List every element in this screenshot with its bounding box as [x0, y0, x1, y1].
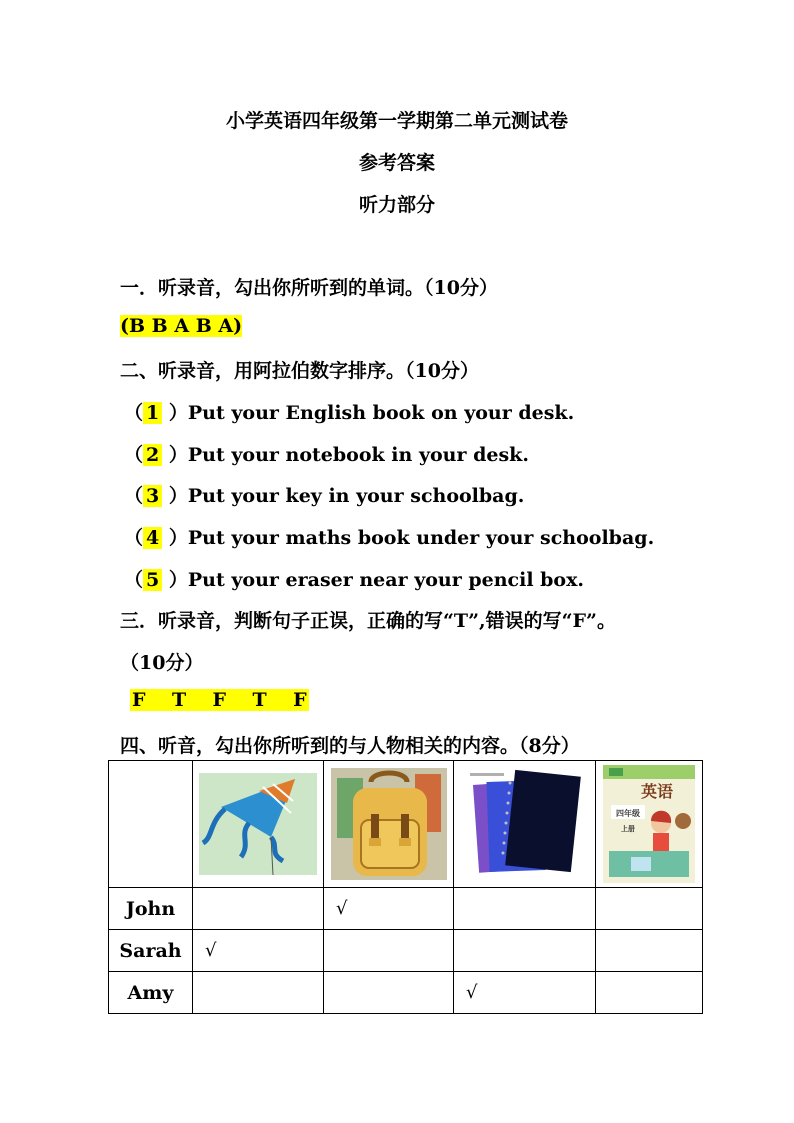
student-name: Sarah [109, 930, 193, 972]
sentence: Put your key in your schoolbag. [187, 485, 525, 507]
table-row [109, 972, 703, 1014]
open-paren: （ [124, 444, 144, 466]
close-paren: ） [168, 402, 188, 424]
english-book-cell [596, 761, 703, 888]
check-cell: √ [324, 888, 454, 930]
check-cell [193, 888, 324, 930]
sentence: Put your notebook in your desk. [187, 444, 529, 466]
corner-cell [109, 761, 193, 888]
q1-heading: 一．听录音，勾出你所听到的单词。（10分） [120, 277, 498, 299]
sentence: Put your eraser near your pencil box. [187, 569, 585, 591]
check-cell [454, 930, 596, 972]
check-cell [324, 972, 454, 1014]
student-name: John [109, 888, 193, 930]
q2-item-4 [124, 523, 654, 550]
check-cell [193, 972, 324, 1014]
close-paren: ） [168, 569, 188, 591]
check-cell [596, 930, 703, 972]
check-cell [454, 888, 596, 930]
book-cover-grade: 四年级 [616, 809, 640, 818]
schoolbag-cell [324, 761, 454, 888]
schoolbag-image [331, 768, 447, 880]
kite-image [199, 773, 317, 875]
open-paren: （ [124, 527, 144, 549]
close-paren: ） [168, 485, 188, 507]
q1-answer: (B B A B A) [120, 315, 243, 337]
q2-item-2 [124, 440, 529, 467]
q2-item-1 [124, 398, 574, 425]
q3-answer-line [130, 689, 309, 711]
notebook-image [466, 769, 584, 879]
q2-item-3 [124, 481, 524, 508]
q2-item-5 [124, 565, 584, 592]
check-cell [596, 972, 703, 1014]
check-cell: √ [454, 972, 596, 1014]
q2-heading: 二、听录音，用阿拉伯数字排序。（10分） [120, 360, 479, 382]
answer-table [108, 760, 703, 1014]
check-cell [324, 930, 454, 972]
page-title: 小学英语四年级第一学期第二单元测试卷 [225, 110, 568, 132]
check-cell: √ [193, 930, 324, 972]
q3-answer: F T F T F [132, 689, 307, 711]
q4-heading: 四、听音，勾出你所听到的与人物相关的内容。（8分） [120, 735, 580, 757]
student-name: Amy [109, 972, 193, 1014]
english-book-image [603, 765, 695, 883]
q3-score: （10分） [120, 652, 204, 674]
check-cell [596, 888, 703, 930]
close-paren: ） [168, 527, 188, 549]
q1-answer-line [120, 315, 242, 337]
notebook-cell [454, 761, 596, 888]
open-paren: （ [124, 485, 144, 507]
order-number: 2 [143, 444, 162, 466]
book-cover-title: 英语 [640, 782, 674, 801]
q3-heading: 三．听录音，判断句子正误，正确的写“T”,错误的写“F”。 [120, 610, 616, 632]
table-row [109, 888, 703, 930]
image-row [109, 761, 703, 888]
kite-cell [193, 761, 324, 888]
table-row [109, 930, 703, 972]
book-cover-term: 上册 [621, 825, 635, 833]
open-paren: （ [124, 569, 144, 591]
open-paren: （ [124, 402, 144, 424]
order-number: 5 [143, 569, 162, 591]
order-number: 3 [143, 485, 162, 507]
close-paren: ） [168, 444, 188, 466]
sentence: Put your maths book under your schoolbag. [187, 527, 655, 549]
order-number: 1 [143, 402, 162, 424]
section-title: 听力部分 [358, 194, 435, 216]
order-number: 4 [143, 527, 162, 549]
page-subtitle: 参考答案 [358, 152, 435, 174]
sentence: Put your English book on your desk. [187, 402, 575, 424]
